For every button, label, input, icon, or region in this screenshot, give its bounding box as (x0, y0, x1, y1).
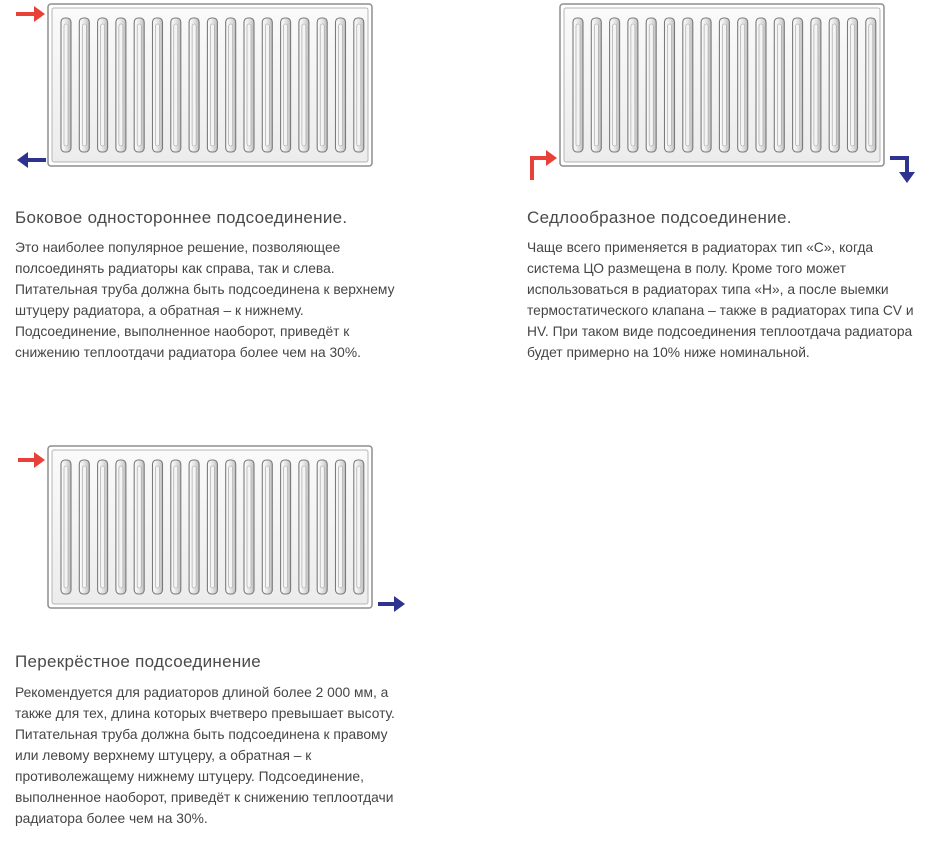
section-saddle-connection (510, 0, 930, 400)
radiator-fin-inner (302, 466, 306, 588)
radiator-fin-inner (174, 466, 178, 588)
radiator-fin-inner (210, 24, 214, 146)
radiator-fin-inner (339, 24, 343, 146)
radiator-fin-inner (722, 24, 726, 146)
section-description: Это наиболее популярное решение, позволяющее полсоединять радиаторы как справа, так и слева. Питательная труба должна быть подсоединена к верхнему штуцеру радиатора, а обратная – к нижнему. Подсоединение, выполненное наоборот, приведёт к снижению теплоотдачи радиатора более чем на 30%. (15, 240, 395, 360)
radiator-fin-inner (156, 24, 160, 146)
radiator-fin-inner (284, 466, 288, 588)
radiator-fin-inner (851, 24, 855, 146)
radiator-fin-inner (192, 466, 196, 588)
radiator-fin-inner (101, 466, 105, 588)
radiator-fin-inner (649, 24, 653, 146)
radiator-fin-inner (832, 24, 836, 146)
radiator-fin-inner (247, 466, 251, 588)
section-description: Чаще всего применяется в радиаторах тип «С», когда система ЦО размещена в полу. Кроме того может использоваться в радиаторах типа «H», а после выемки термостатического клапана – также в радиаторах типа CV и HV. При таком виде подсоединения теплоотдача радиатора будет примерно на 10% ниже номинальной. (527, 240, 914, 360)
radiator-fin-inner (339, 466, 343, 588)
section-title: Седлообразное подсоединение. (527, 208, 792, 227)
radiator-fin-inner (174, 24, 178, 146)
radiator-fin-inner (229, 466, 233, 588)
radiator-fin-inner (302, 24, 306, 146)
section-side-connection (0, 0, 420, 400)
radiator-fin-inner (576, 24, 580, 146)
radiator-fin-inner (814, 24, 818, 146)
radiator-fin-inner (229, 24, 233, 146)
radiator-fin-inner (594, 24, 598, 146)
supply-arrow-icon (532, 150, 557, 180)
return-arrow-icon (890, 158, 915, 183)
radiator-fin-inner (686, 24, 690, 146)
radiator-icon (560, 4, 884, 166)
radiator-fin-inner (137, 466, 141, 588)
radiator-fin-inner (357, 24, 361, 146)
radiator-fin-inner (796, 24, 800, 146)
section-description: Рекомендуется для радиаторов длиной более 2 000 мм, а также для тех, длина которых вчетверо превышает высоту. Питательная труба должна быть подсоединена к правому или левому верхнему штуцеру, а обратная – к противолежащему нижнему штуцеру. Подсоединение, выполненное наоборот, приведёт к снижению теплоотдачи радиатора более чем на 30%. (15, 685, 395, 826)
radiator-fin-inner (265, 24, 269, 146)
radiator-fin-inner (82, 466, 86, 588)
radiator-fin-inner (101, 24, 105, 146)
radiator-fin-inner (631, 24, 635, 146)
radiator-fin-inner (320, 466, 324, 588)
radiator-fin-inner (759, 24, 763, 146)
return-arrow-icon (378, 596, 405, 612)
radiator-icon (48, 4, 372, 166)
section-cross-connection (0, 440, 420, 850)
radiator-fin-inner (247, 24, 251, 146)
supply-arrow-icon (18, 452, 45, 468)
section-title: Перекрёстное подсоединение (15, 652, 262, 671)
supply-arrow-icon (16, 6, 45, 22)
radiator-fin-inner (192, 24, 196, 146)
radiator-fin-inner (668, 24, 672, 146)
radiator-fin-inner (137, 24, 141, 146)
radiator-icon (48, 446, 372, 608)
radiator-fin-inner (64, 466, 68, 588)
radiator-fin-inner (777, 24, 781, 146)
radiator-fin-inner (869, 24, 873, 146)
section-title: Боковое одностороннее подсоединение. (15, 208, 348, 227)
radiator-fin-inner (156, 466, 160, 588)
radiator-fin-inner (741, 24, 745, 146)
radiator-fin-inner (210, 466, 214, 588)
radiator-fin-inner (320, 24, 324, 146)
radiator-fin-inner (265, 466, 269, 588)
radiator-fin-inner (704, 24, 708, 146)
radiator-cross-connection-diagram (14, 440, 414, 620)
radiator-side-connection-diagram (14, 0, 384, 175)
radiator-fin-inner (357, 466, 361, 588)
radiator-fin-inner (64, 24, 68, 146)
radiator-fin-inner (613, 24, 617, 146)
radiator-fin-inner (82, 24, 86, 146)
radiator-saddle-connection-diagram (526, 0, 926, 190)
radiator-fin-inner (119, 466, 123, 588)
return-arrow-icon (17, 152, 46, 168)
radiator-fin-inner (119, 24, 123, 146)
radiator-fin-inner (284, 24, 288, 146)
